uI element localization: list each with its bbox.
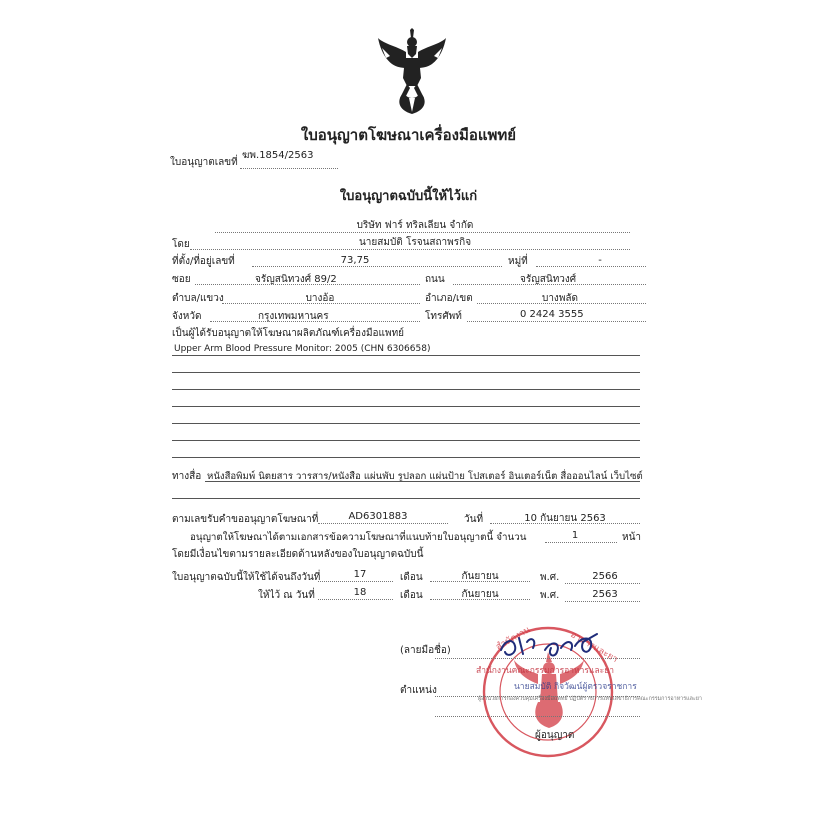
phone-label: โทรศัพท์ [425,311,462,322]
given-year: 2563 [592,589,618,600]
address-line [252,266,502,267]
product-line-5 [172,423,640,424]
company-line [215,232,630,233]
soi-label: ซอย [172,274,191,285]
given-year-label: พ.ศ. [540,590,560,601]
request-date-value: 10 กันยายน 2563 [524,513,606,524]
valid-until-label: ใบอนุญาตฉบับนี้ให้ใช้ได้จนถึงวันที่ [172,572,321,583]
media-line-2 [172,498,640,499]
valid-until-day-line [318,581,393,582]
road-label: ถนน [425,274,445,285]
address-label: ที่ตั้ง/ที่อยู่เลขที่ [172,256,235,267]
media-value: หนังสือพิมพ์ นิตยสาร วารสาร/หนังสือ แผ่นพับ รูปลอก แผ่นป้าย โปสเตอร์ อินเตอร์เน็ต สื่อออนไลน์ เว็บไซต์ [207,471,643,482]
province-label: จังหวัด [172,311,202,322]
phone-value: 0 2424 3555 [520,309,584,320]
pages-unit: หน้า [622,532,642,543]
document-title: ใบอนุญาตโฆษณาเครื่องมือแพทย์ [300,126,517,144]
valid-until-month-label: เดือน [400,572,423,583]
product-line-6 [172,440,640,441]
product-line-4 [172,406,640,407]
garuda-emblem-icon [376,28,448,114]
valid-until-month-line [430,581,530,582]
allow-text: อนุญาตให้โฆษณาได้ตามเอกสารข้อความโฆษณาที่แนบท้ายใบอนุญาตนี้ จำนวน [190,532,527,543]
given-label: ให้ไว้ ณ วันที่ [258,590,315,601]
condition-text: โดยมีเงื่อนไขตามรายละเอียดด้านหลังของใบอนุญาตฉบับนี้ [172,549,424,560]
district-value: บางพลัด [541,293,579,304]
province-line [210,321,420,322]
valid-until-year: 2566 [592,571,618,582]
valid-until-month: กันยายน [461,571,499,582]
request-date-line [490,523,640,524]
moo-label: หมู่ที่ [508,256,528,267]
request-number: AD6301883 [348,511,408,522]
position-line-2 [435,716,640,717]
licensor-label: ผู้อนุญาต [535,730,575,741]
soi-value: จรัญสนิทวงศ์ 89/2 [255,274,337,285]
phone-line [467,321,646,322]
product-line-1 [172,355,640,356]
request-label: ตามเลขรับคำขออนุญาตโฆษณาที่ [172,514,319,525]
road-value: จรัญสนิทวงศ์ [520,274,577,285]
given-year-line [565,601,640,602]
given-month-label: เดือน [400,590,423,601]
svg-text:สำนักงาน: สำนักงาน [494,625,533,653]
given-month: กันยายน [461,589,499,600]
signature-label: (ลายมือชื่อ) [400,645,451,656]
subdistrict-label: ตำบล/แขวง [172,293,224,304]
stamp-text-top: สำนักงานคณะกรรมการอาหารและยา [476,666,614,676]
document-subtitle: ใบอนุญาตฉบับนี้ให้ไว้แก่ [339,189,478,204]
valid-until-day: 17 [353,569,367,580]
stamp-text-low: ผู้อำนวยการกองควบคุมเครื่องมือแพทย์ ปฏิบัติราชการแทนเลขาธิการคณะกรรมการอาหารและยา [478,696,702,702]
product-name: Upper Arm Blood Pressure Monitor: 2005 (CHN 6306658) [174,344,431,354]
by-value: นายสมบัติ โรจนสถาพรกิจ [358,237,472,248]
license-number-value: ฆพ.1854/2563 [242,150,314,161]
district-line [477,303,646,304]
province-value: กรุงเทพมหานคร [258,311,329,322]
company-name: บริษัท ฟาร์ ทริลเลียน จำกัด [356,220,474,231]
svg-text:อาหารและยา: อาหารและยา [568,629,620,665]
request-date-label: วันที่ [464,514,484,525]
product-line-3 [172,389,640,390]
position-label: ตำแหน่ง [400,685,437,696]
valid-until-year-line [565,583,640,584]
license-number-line [240,168,338,169]
soi-line [195,284,420,285]
given-month-line [430,599,530,600]
road-line [453,284,646,285]
media-label: ทางสื่อ [172,471,202,482]
given-day: 18 [353,587,367,598]
pages-line [545,542,617,543]
moo-value: - [598,255,602,266]
valid-until-year-label: พ.ศ. [540,572,560,583]
license-number-label: ใบอนุญาตเลขที่ [170,157,238,168]
subdistrict-line [222,303,420,304]
position-line-1 [435,696,640,697]
media-line-1 [205,481,640,482]
subdistrict-value: บางอ้อ [305,293,335,304]
product-line-2 [172,372,640,373]
request-number-line [318,523,448,524]
moo-line [536,266,646,267]
by-label: โดย [172,239,190,250]
address-value: 73,75 [340,255,370,266]
district-label: อำเภอ/เขต [425,293,473,304]
product-line-7 [172,457,640,458]
by-line [190,249,630,250]
given-day-line [318,599,393,600]
pages-value: 1 [571,530,579,541]
signature-line [435,658,640,659]
product-intro: เป็นผู้ได้รับอนุญาตให้โฆษณาผลิตภัณฑ์เครื่องมือแพทย์ [172,328,405,339]
stamp-text-mid: นายสมบัติ กิจวัฒน์ผู้ตรวจราชการ [514,682,637,692]
